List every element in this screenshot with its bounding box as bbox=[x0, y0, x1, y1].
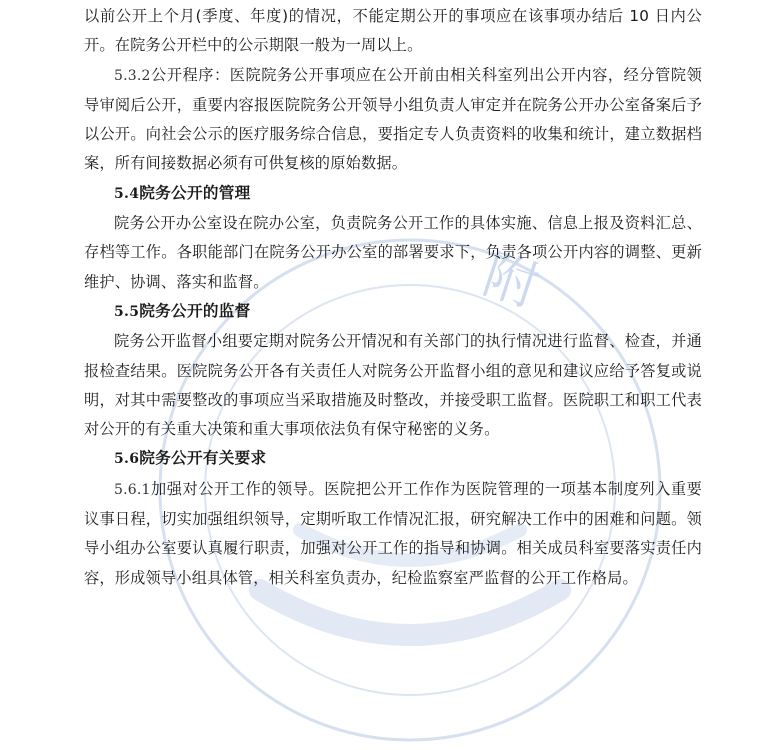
section-heading-5-5 bbox=[84, 297, 702, 327]
section-number: 5.6 bbox=[114, 451, 140, 468]
section-title: 院务公开有关要求 bbox=[139, 449, 267, 468]
section-title: 院务公开的管理 bbox=[139, 183, 251, 202]
paragraph-5-5: 院务公开监督小组要定期对院务公开情况和有关部门的执行情况进行监督、检查，并通报检查结果。医院院务公开各有关责任人对院务公开监督小组的意见和建议应给予答复或说明，对其中需要整改的事项应当采取措施及时整改，并接受职工监督。医院职工和职工代表对公开的有关重大决策和重大事项依法负有保守秘密的义务。 bbox=[84, 332, 702, 439]
section-number: 5.6.1 bbox=[114, 481, 151, 498]
paragraph-text: 公开程序：医院院务公开事项应在公开前由相关科室列出公开内容，经分管院领导审阅后公开，重要内容报医院院务公开领导小组负责人审定并在院务公开办公室备案后予以公开。向社会公示的医疗服务综合信息，要指定专人负责资料的收集和统计，建立数据档案，所有间接数据必须有可供复核的原始数据。 bbox=[84, 65, 702, 173]
section-number: 5.3.2 bbox=[114, 67, 151, 84]
paragraph-5-3-2 bbox=[84, 61, 702, 179]
watermark-char: 附 bbox=[475, 242, 547, 320]
section-number: 5.4 bbox=[114, 185, 140, 202]
paragraph-text: 加强对公开工作的领导。医院把公开工作作为医院管理的一项基本制度列入重要议事日程，切实加强组织领导，定期听取工作情况汇报，研究解决工作中的困难和问题。领导小组办公室要认真履行职责，加强对公开工作的指导和协调。相关成员科室要落实责任内容，形成领导小组具体管，相关科室负责办，纪检监察室严监督的公开工作格局。 bbox=[84, 479, 702, 587]
section-title: 院务公开的监督 bbox=[139, 301, 251, 320]
section-number: 5.5 bbox=[114, 303, 140, 320]
section-heading-5-4 bbox=[84, 179, 702, 209]
paragraph-intro: 以前公开上个月(季度、年度)的情况，不能定期公开的事项应在该事项办结后 10 日内公开。在院务公开栏中的公示期限一般为一周以上。 bbox=[84, 7, 702, 55]
paragraph-5-4: 院务公开办公室设在院办公室，负责院务公开工作的具体实施、信息上报及资料汇总、存档等工作。各职能部门在院务公开办公室的部署要求下，负责各项公开内容的调整、更新维护、协调、落实和监督。 bbox=[84, 214, 702, 291]
section-heading-5-6 bbox=[84, 444, 702, 474]
paragraph-5-6-1 bbox=[84, 475, 702, 593]
